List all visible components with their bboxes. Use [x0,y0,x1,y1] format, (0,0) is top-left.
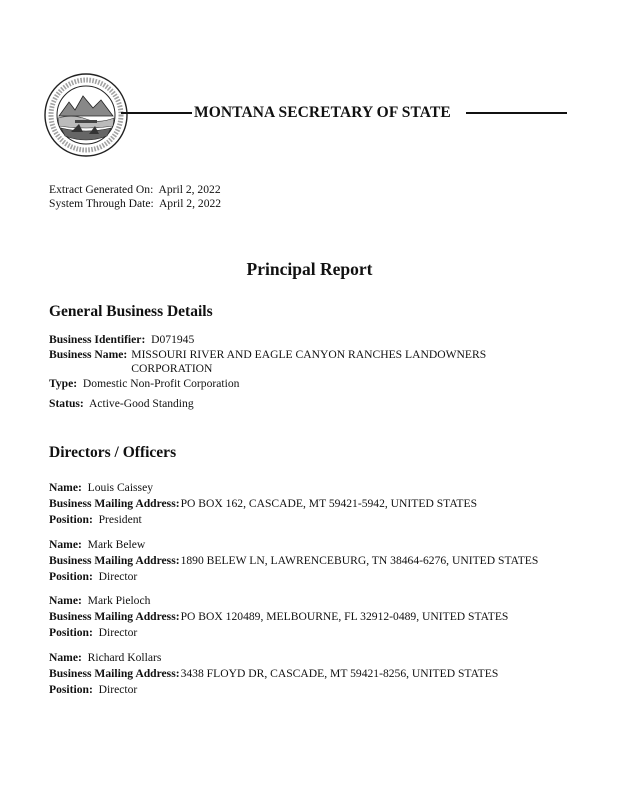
officer-position-field [49,626,137,640]
officers-section-title: Directors / Officers [49,444,177,461]
officer-name-value: Mark Belew [87,538,146,551]
officer-address-label: Business Mailing Address: [49,554,180,567]
montana-state-seal [43,72,129,158]
officer-address-value: 3438 FLOYD DR, CASCADE, MT 59421-8256, UNITED STATES [180,667,499,680]
officer-name-value: Richard Kollars [87,651,162,664]
officer-position-label: Position: [49,513,93,526]
business-status-label: Status: [49,397,84,410]
officer-name-value: Mark Pieloch [87,594,151,607]
officer-address-label: Business Mailing Address: [49,610,180,623]
officer-address-value: 1890 BELEW LN, LAWRENCEBURG, TN 38464-6276, UNITED STATES [180,554,539,567]
business-status-field [49,397,194,411]
business-type-label: Type: [49,377,78,390]
extract-generated-label: Extract Generated On: [49,183,154,196]
officer-address-label: Business Mailing Address: [49,497,180,510]
report-title: Principal Report [246,259,373,279]
extract-through-row [49,197,221,211]
officer-position-label: Position: [49,626,93,639]
business-identifier-field [49,333,194,347]
business-identifier-label: Business Identifier: [49,333,146,346]
officer-name-label: Name: [49,594,82,607]
header-rule-right [466,112,567,114]
business-type-value: Domestic Non-Profit Corporation [82,377,240,390]
officer-position-field [49,513,142,527]
officer-position-label: Position: [49,570,93,583]
officer-name-label: Name: [49,538,82,551]
officer-address-field [49,554,538,568]
officer-name-field [49,481,153,495]
officer-position-value: Director [98,626,138,639]
business-name-value: MISSOURI RIVER AND EAGLE CANYON RANCHES LANDOWNERS CORPORATION [131,348,487,375]
officer-position-label: Position: [49,683,93,696]
officer-name-field [49,594,150,608]
officer-name-value: Louis Caissey [87,481,154,494]
business-status-value: Active-Good Standing [88,397,194,410]
extract-generated-value: April 2, 2022 [158,183,221,196]
officer-position-value: Director [98,683,138,696]
officer-address-value: PO BOX 120489, MELBOURNE, FL 32912-0489, UNITED STATES [180,610,509,623]
officer-position-value: Director [98,570,138,583]
extract-through-value: April 2, 2022 [158,196,222,210]
officer-name-label: Name: [49,481,82,494]
header-rule-left [121,112,192,114]
officer-address-field [49,497,477,511]
business-name-field [49,348,501,376]
officer-address-value: PO BOX 162, CASCADE, MT 59421-5942, UNITED STATES [180,497,478,510]
officer-name-field [49,538,145,552]
officer-address-field [49,667,498,681]
header-title: MONTANA SECRETARY OF STATE [194,104,451,121]
business-identifier-value: D071945 [151,333,195,346]
officer-name-label: Name: [49,651,82,664]
extract-through-label: System Through Date: [49,196,154,210]
officer-address-field [49,610,508,624]
business-name-label: Business Name: [49,348,128,361]
officer-position-field [49,570,137,584]
officer-position-field [49,683,137,697]
officer-position-value: President [98,513,142,526]
officer-name-field [49,651,161,665]
business-type-field [49,377,239,391]
extract-generated-row [49,183,221,197]
officer-address-label: Business Mailing Address: [49,667,180,680]
extract-info [49,183,221,210]
general-section-title: General Business Details [49,303,213,320]
